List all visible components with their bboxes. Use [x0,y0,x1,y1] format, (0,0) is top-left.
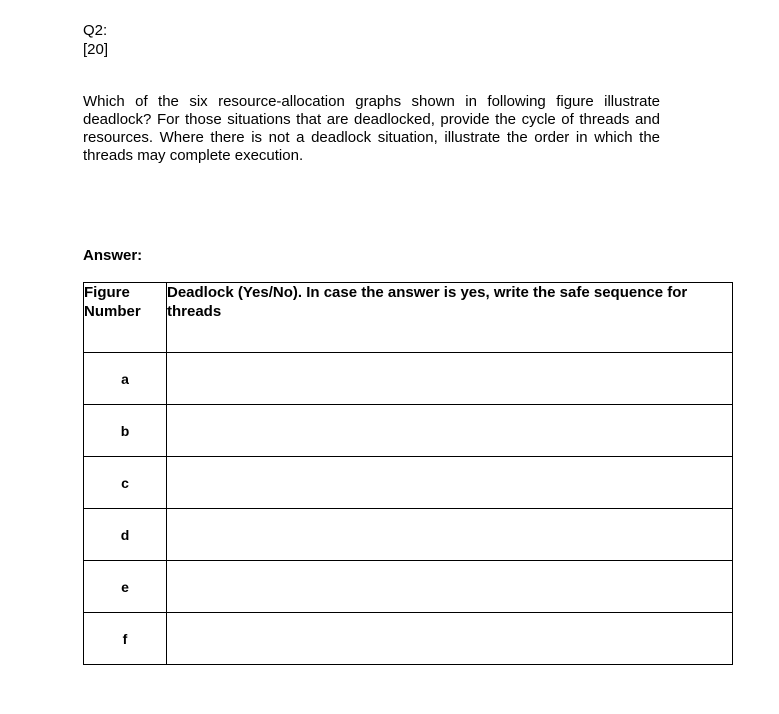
header-figure-number: Figure Number [84,283,167,353]
table-row [84,457,733,509]
answer-cell[interactable] [167,613,733,665]
figure-cell: c [84,457,167,509]
figure-cell: a [84,353,167,405]
figure-cell: e [84,561,167,613]
question-text: Which of the six resource-allocation graphs shown in following figure illustrate deadlock? For those situations that are deadlocked, provide the cycle of threads and resources. Where there is not a deadlock situation, illustrate the order in which the threads may complete execution. [83,93,660,164]
table-row [84,613,733,665]
figure-cell: f [84,613,167,665]
figure-cell: b [84,405,167,457]
answer-cell[interactable] [167,561,733,613]
answer-cell[interactable] [167,405,733,457]
figure-cell: d [84,509,167,561]
answer-cell[interactable] [167,457,733,509]
table-row [84,561,733,613]
answer-table [83,282,733,665]
header-deadlock: Deadlock (Yes/No). In case the answer is yes, write the safe sequence for threads [167,283,733,353]
answer-cell[interactable] [167,509,733,561]
question-marks: [20] [83,41,109,58]
answer-cell[interactable] [167,353,733,405]
answer-label: Answer: [83,247,143,264]
table-header-row [84,283,733,353]
table-row [84,405,733,457]
table-row [84,509,733,561]
table-row [84,353,733,405]
question-number: Q2: [83,22,108,39]
